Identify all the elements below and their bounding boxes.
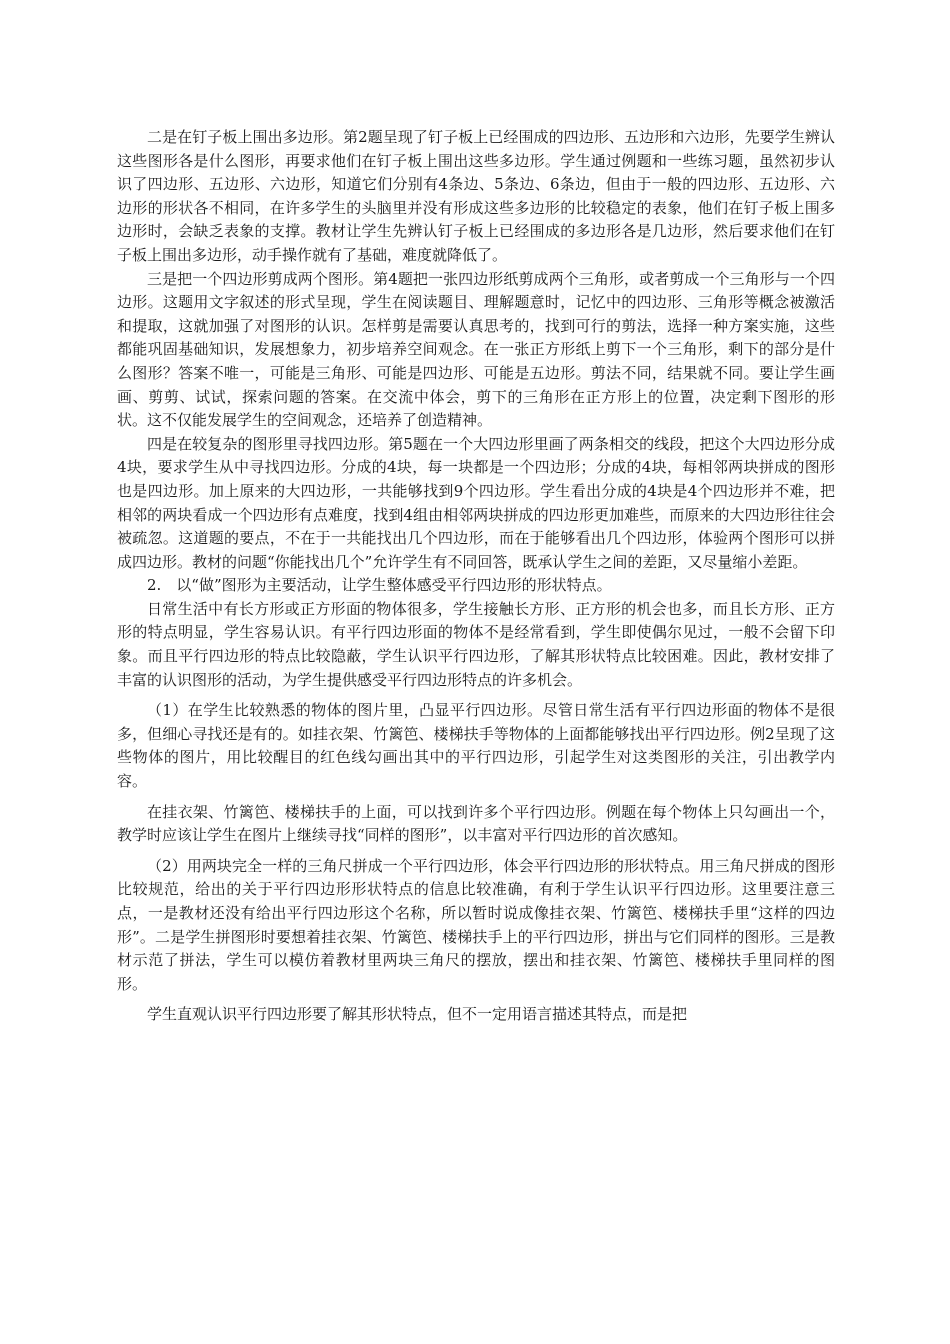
paragraph-item-2: （2）用两块完全一样的三角尺拼成一个平行四边形，体会平行四边形的形状特点。用三角尺拼成的图形比较规范，给出的关于平行四边形形状特点的信息比较准确，有利于学生认识平行四边形。这里要注意三点，一是教材还没有给出平行四边形这个名称，所以暂时说成像挂衣架、竹篱笆、楼梯扶手里“这样的四边形”。二是学生拼图形时要想着挂衣架、竹篱笆、楼梯扶手上的平行四边形，拼出与它们同样的图形。三是教材示范了拼法，学生可以模仿着教材里两块三角尺的摆放，摆出和挂衣架、竹篱笆、楼梯扶手里同样的图形。 <box>117 856 835 993</box>
section-heading-parallelogram: 2. 以“做”图形为主要活动，让学生整体感受平行四边形的形状特点。 <box>147 576 612 595</box>
paragraph-cut-quadrilateral: 三是把一个四边形剪成两个图形。第4题把一张四边形纸剪成两个三角形，或者剪成一个三角形与一个四边形。这题用文字叙述的形式呈现，学生在阅读题目、理解题意时，记忆中的四边形、三角形等概念被激活和提取，这就加强了对图形的认识。怎样剪是需要认真思考的，找到可行的剪法，选择一种方案实施，这些都能巩固基础知识，发展想象力，初步培养空间观念。在一张正方形纸上剪下一个三角形，剩下的部分是什么图形？答案不唯一，可能是三角形、可能是四边形、可能是五边形。剪法不同，结果就不同。要让学生画画、剪剪、试试，探索问题的答案。在交流中体会，剪下的三角形在正方形上的位置，决定剩下图形的形状。这不仅能发展学生的空间观念，还培养了创造精神。 <box>117 269 835 430</box>
paragraph-intuitive-understanding: 学生直观认识平行四边形要了解其形状特点，但不一定用语言描述其特点，而是把 <box>147 1005 688 1024</box>
paragraph-hanger-fence: 在挂衣架、竹篱笆、楼梯扶手的上面，可以找到许多个平行四边形。例题在每个物体上只勾画出一个，教学时应该让学生在图片上继续寻找“同样的图形”，以丰富对平行四边形的首次感知。 <box>117 802 835 845</box>
document-body <box>117 126 835 1027</box>
paragraph-find-quadrilaterals: 四是在较复杂的图形里寻找四边形。第5题在一个大四边形里画了两条相交的线段，把这个大四边形分成4块，要求学生从中寻找四边形。分成的4块，每一块都是一个四边形；分成的4块，每相邻两块拼成的图形也是四边形。加上原来的大四边形，一共能够找到9个四边形。学生看出分成的4块是4个四边形并不难，把相邻的两块看成一个四边形有点难度，找到4组由相邻两块拼成的四边形更加难些，而原来的大四边形往往会被疏忽。这道题的要点，不在于一共能找出几个四边形，而在于能够看出几个四边形，体验两个图形可以拼成四边形。教材的问题“你能找出几个”允许学生有不同回答，既承认学生之间的差距，又尽量缩小差距。 <box>117 434 835 571</box>
paragraph-daily-life: 日常生活中有长方形或正方形面的物体很多，学生接触长方形、正方形的机会也多，而且长方形、正方形的特点明显，学生容易认识。有平行四边形面的物体不是经常看到，学生即使偶尔见过，一般不会留下印象。而且平行四边形的特点比较隐蔽，学生认识平行四边形，了解其形状特点比较困难。因此，教材安排了丰富的认识图形的活动，为学生提供感受平行四边形特点的许多机会。 <box>117 599 835 689</box>
paragraph-nail-board: 二是在钉子板上围出多边形。第2题呈现了钉子板上已经围成的四边形、五边形和六边形，先要学生辨认这些图形各是什么图形，再要求他们在钉子板上围出这些多边形。学生通过例题和一些练习题，虽然初步认识了四边形、五边形、六边形，知道它们分别有4条边、5条边、6条边，但由于一般的四边形、五边形、六边形的形状各不相同，在许多学生的头脑里并没有形成这些多边形的比较稳定的表象，他们在钉子板上围多边形时，会缺乏表象的支撑。教材让学生先辨认钉子板上已经围成的多边形各是几边形，然后要求他们在钉子板上围出多边形，动手操作就有了基础，难度就降低了。 <box>117 128 835 264</box>
paragraph-item-1: （1）在学生比较熟悉的物体的图片里，凸显平行四边形。尽管日常生活有平行四边形面的物体不是很多，但细心寻找还是有的。如挂衣架、竹篱笆、楼梯扶手等物体的上面都能够找出平行四边形。例2呈现了这些物体的图片，用比较醒目的红色线勾画出其中的平行四边形，引起学生对这类图形的关注，引出教学内容。 <box>117 701 835 791</box>
